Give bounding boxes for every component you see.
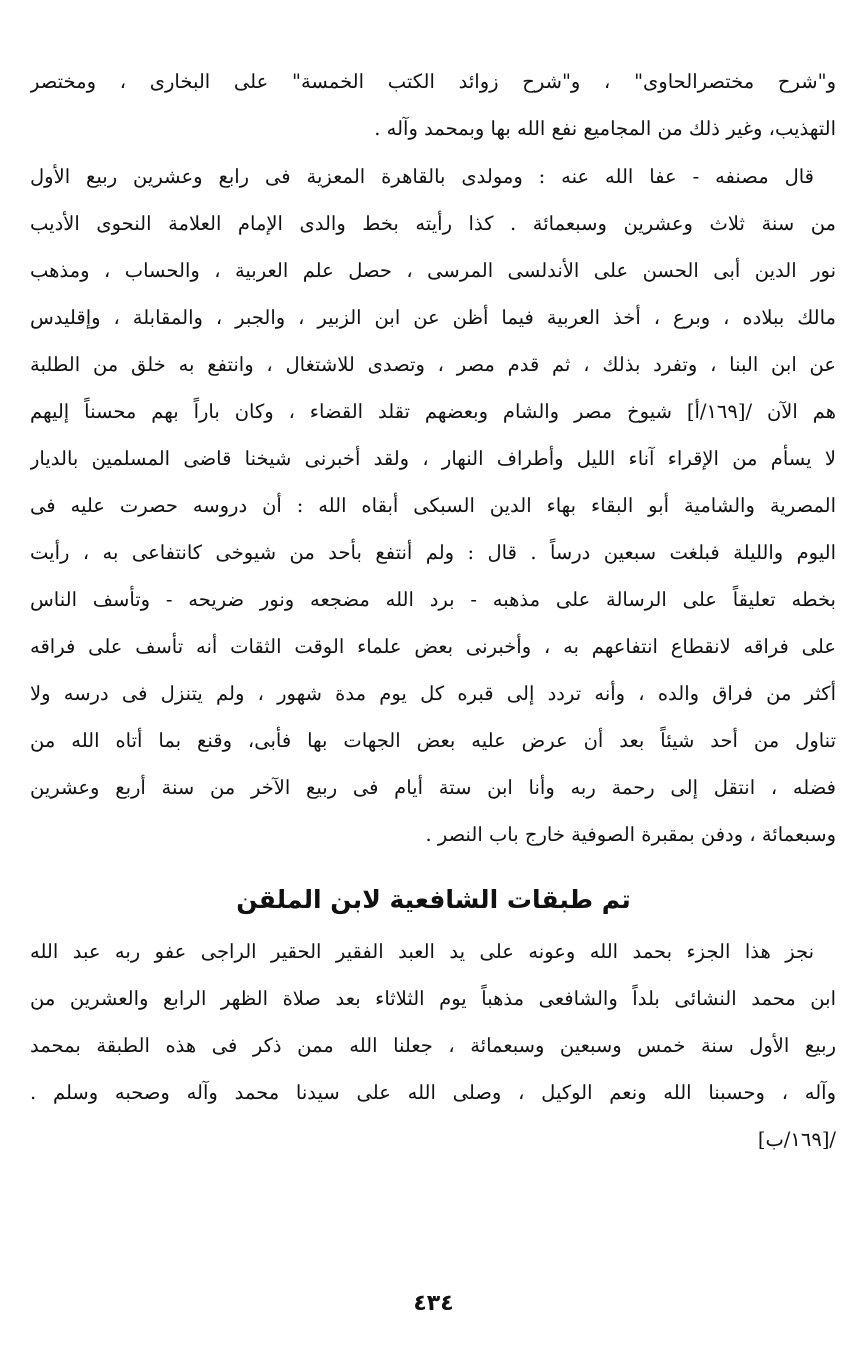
text-line: نور الدين أبى الحسن على الأندلسى المرسى ، حصل علم العربية ، والحساب ، ومذهب	[30, 259, 836, 282]
text-line: المصرية والشامية أبو البقاء بهاء الدين السبكى أبقاه الله : أن دروسه حصرت عليه فى	[30, 494, 836, 517]
text-line: وسبعمائة ، ودفن بمقبرة الصوفية خارج باب النصر .	[425, 823, 836, 846]
text-line: تناول من أحد شيئاً بعد أن عرض عليه بعض الجهات بها فأبى، وقنع بما أتاه الله من	[30, 729, 836, 752]
paragraph-author-biography	[30, 153, 836, 858]
colophon	[30, 928, 836, 1163]
text-line: هم الآن /[١٦٩/أ] شيوخ مصر والشام وبعضهم تقلد القضاء ، وكان باراً بهم محسناً إليهم	[30, 400, 836, 423]
text-line: أكثر من فراق والده ، وأنه تردد إلى قبره كل يوم مدة شهور ، ولم يتنزل فى درسه ولا	[30, 682, 836, 705]
text-line: مالك ببلاده ، وبرع ، أخذ العربية فيما أظن عن ابن الزبير ، والجبر ، والمقابلة ، وإقليدس	[30, 306, 836, 329]
text-line: ربيع الأول سنة خمس وسبعين وسبعمائة ، جعلنا الله ممن ذكر فى هذه الطبقة بمحمد	[30, 1034, 836, 1057]
text-line: فضله ، انتقل إلى رحمة ربه وأنا ابن ستة أيام فى ربيع الآخر من سنة أربع وعشرين	[30, 776, 836, 799]
text-line: وآله ، وحسبنا الله ونعم الوكيل ، وصلى الله على سيدنا محمد وآله وصحبه وسلم .	[30, 1081, 836, 1104]
text-line: اليوم والليلة فبلغت سبعين درساً . قال : ولم أنتفع بأحد من شيوخى كانتفاعى به ، رأيت	[30, 541, 836, 564]
text-line: التهذيب، وغير ذلك من المجاميع نفع الله بها وبمحمد وآله .	[374, 117, 836, 140]
text-line: و"شرح مختصرالحاوى" ، و"شرح زوائد الكتب الخمسة" على البخارى ، ومختصر	[30, 70, 836, 93]
page-number: ٤٣٤	[413, 1291, 454, 1316]
text-line: من سنة ثلاث وعشرين وسبعمائة . كذا رأيته بخط والدى الإمام العلامة النحوى الأديب	[30, 212, 836, 235]
text-line: ابن محمد النشائى بلداً والشافعى مذهباً يوم الثلاثاء بعد صلاة الظهر الرابع والعشرين من	[30, 987, 836, 1010]
folio-marker: /[١٦٩/ب]	[757, 1128, 836, 1151]
section-heading: تم طبقات الشافعية لابن الملقن	[236, 885, 631, 914]
text-line: على فراقه لانقطاع انتفاعهم به ، وأخبرنى بعض علماء الوقت الثقات أنه تأسف على فراقه	[30, 635, 836, 658]
text-line: بخطه تعليقاً على الرسالة على مذهبه - برد الله مضجعه ونور ضريحه - وتأسف الناس	[30, 588, 836, 611]
text-line: قال مصنفه - عفا الله عنه : ومولدى بالقاهرة المعزية فى رابع وعشرين ربيع الأول	[30, 165, 814, 188]
paragraph-intro	[30, 58, 836, 152]
text-line: نجز هذا الجزء بحمد الله وعونه على يد العبد الفقير الحقير الراجى عفو ربه عبد الله	[30, 940, 814, 963]
text-line: عن ابن البنا ، وتفرد بذلك ، ثم قدم مصر ، وتصدى للاشتغال ، وانتفع به خلق من الطلبة	[30, 353, 836, 376]
text-line: لا يسأم من الإقراء آناء الليل وأطراف النهار ، ولقد أخبرنى شيخنا قاضى المسلمين بالديار	[30, 447, 836, 470]
